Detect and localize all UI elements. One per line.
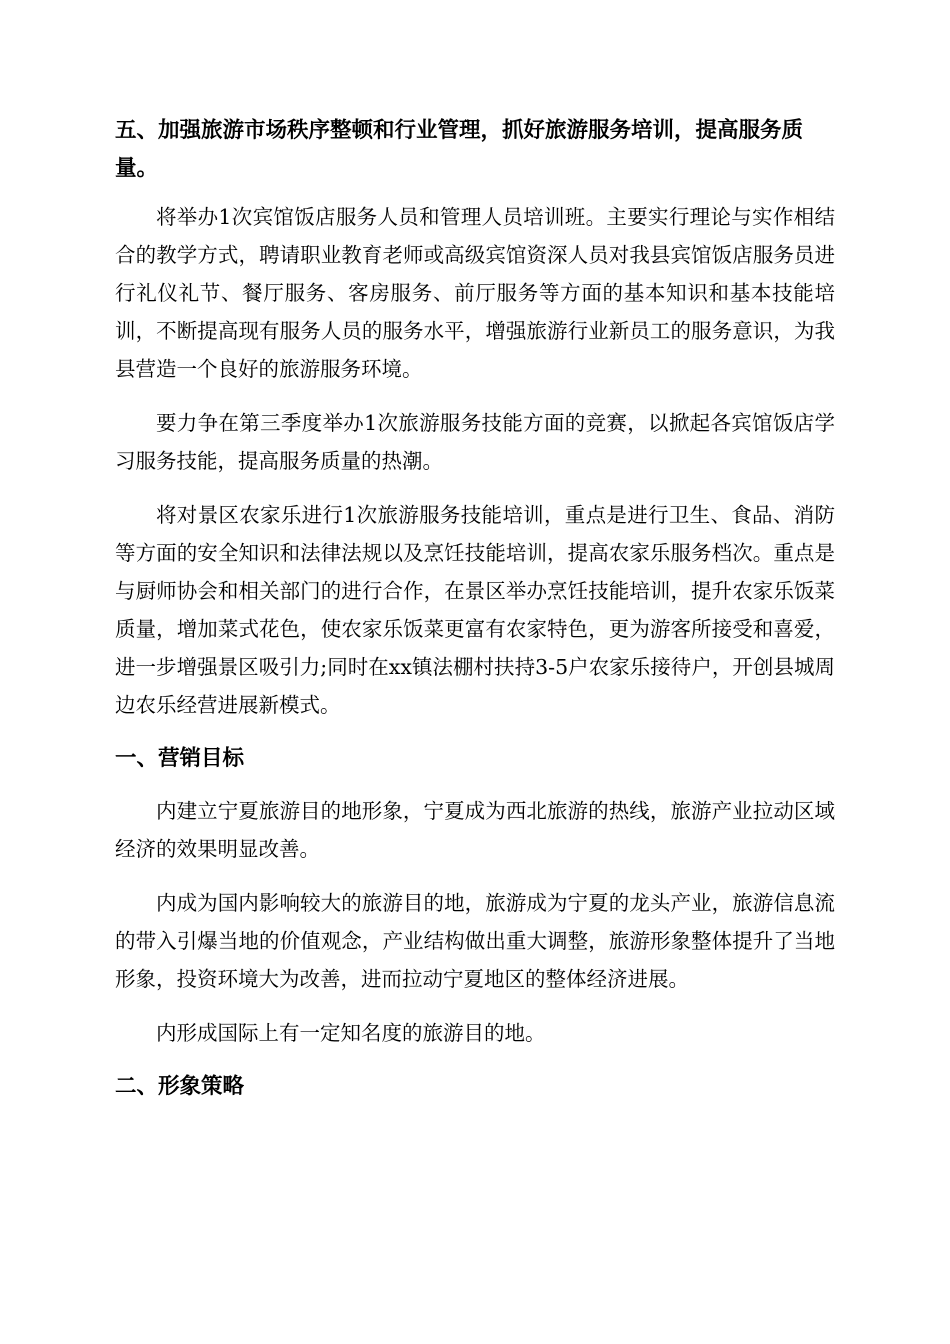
paragraph-skills-competition: 要力争在第三季度举办1次旅游服务技能方面的竞赛，以掀起各宾馆饭店学习服务技能，提高服务质量的热潮。 bbox=[115, 411, 835, 473]
section-heading-marketing-goals: 一、营销目标 bbox=[115, 746, 245, 771]
paragraph-farmhouse-training: 将对景区农家乐进行1次旅游服务技能培训，重点是进行卫生、食品、消防等方面的安全知识和法律法规以及烹饪技能培训，提高农家乐服务档次。重点是与厨师协会和相关部门的进行合作，在景区举办烹饪技能培训，提升农家乐饭菜质量，增加菜式花色，使农家乐饭菜更富有农家特色，更为游客所接受和喜爱，进一步增强景区吸引力;同时在xx镇法棚村扶持3-5户农家乐接待户，开创县城周边农乐经营进展新模式。 bbox=[115, 503, 835, 717]
paragraph-hotel-training: 将举办1次宾馆饭店服务人员和管理人员培训班。主要实行理论与实作相结合的教学方式，聘请职业教育老师或高级宾馆资深人员对我县宾馆饭店服务员进行礼仪礼节、餐厅服务、客房服务、前厅服务等方面的基本知识和基本技能培训，不断提高现有服务人员的服务水平，增强旅游行业新员工的服务意识，为我县营造一个良好的旅游服务环境。 bbox=[115, 205, 835, 381]
paragraph-goal-3: 内形成国际上有一定知名度的旅游目的地。 bbox=[156, 1021, 546, 1045]
paragraph-goal-1: 内建立宁夏旅游目的地形象，宁夏成为西北旅游的热线，旅游产业拉动区域经济的效果明显改善。 bbox=[115, 799, 835, 861]
paragraph-goal-2: 内成为国内影响较大的旅游目的地，旅游成为宁夏的龙头产业，旅游信息流的带入引爆当地的价值观念，产业结构做出重大调整，旅游形象整体提升了当地形象，投资环境大为改善，进而拉动宁夏地区的整体经济进展。 bbox=[115, 891, 835, 991]
section-heading-5: 五、加强旅游市场秩序整顿和行业管理，抓好旅游服务培训，提高服务质量。 bbox=[115, 118, 804, 181]
document-page bbox=[115, 112, 835, 1106]
section-heading-image-strategy: 二、形象策略 bbox=[115, 1074, 245, 1099]
